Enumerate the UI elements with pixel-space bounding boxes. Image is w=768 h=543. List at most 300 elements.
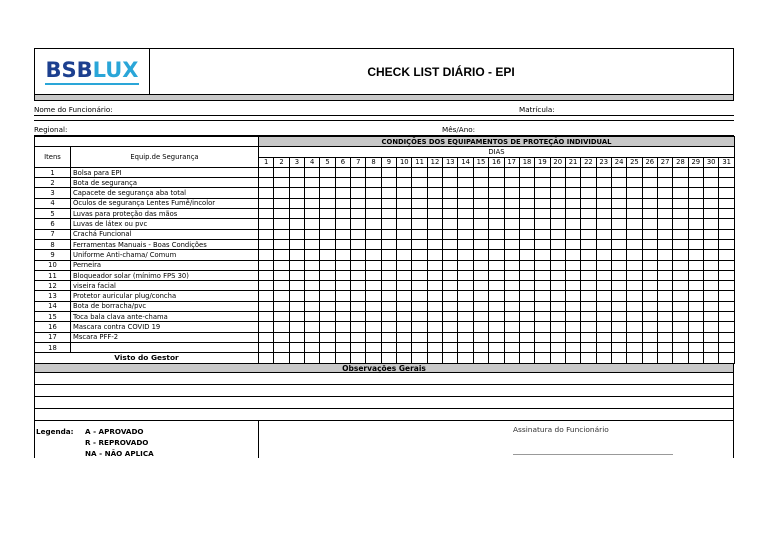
check-cell[interactable] xyxy=(719,219,735,229)
check-cell[interactable] xyxy=(489,167,504,177)
check-cell[interactable] xyxy=(289,250,304,260)
check-cell[interactable] xyxy=(627,209,642,219)
check-cell[interactable] xyxy=(642,178,657,188)
check-cell[interactable] xyxy=(366,270,381,280)
check-cell[interactable] xyxy=(642,281,657,291)
check-cell[interactable] xyxy=(565,209,580,219)
check-cell[interactable] xyxy=(611,270,626,280)
check-cell[interactable] xyxy=(259,209,274,219)
check-cell[interactable] xyxy=(397,291,412,301)
check-cell[interactable] xyxy=(427,167,442,177)
check-cell[interactable] xyxy=(642,167,657,177)
check-cell[interactable] xyxy=(489,270,504,280)
check-cell[interactable] xyxy=(473,312,488,322)
check-cell[interactable] xyxy=(565,322,580,332)
check-cell[interactable] xyxy=(443,229,458,239)
check-cell[interactable] xyxy=(565,239,580,249)
check-cell[interactable] xyxy=(427,342,442,352)
check-cell[interactable] xyxy=(320,270,335,280)
check-cell[interactable] xyxy=(719,291,735,301)
check-cell[interactable] xyxy=(535,250,550,260)
check-cell[interactable] xyxy=(320,188,335,198)
check-cell[interactable] xyxy=(412,188,427,198)
check-cell[interactable] xyxy=(627,322,642,332)
check-cell[interactable] xyxy=(657,219,672,229)
check-cell[interactable] xyxy=(458,301,473,311)
check-cell[interactable] xyxy=(381,322,396,332)
check-cell[interactable] xyxy=(719,239,735,249)
check-cell[interactable] xyxy=(397,239,412,249)
check-cell[interactable] xyxy=(305,178,320,188)
check-cell[interactable] xyxy=(320,198,335,208)
check-cell[interactable] xyxy=(611,198,626,208)
check-cell[interactable] xyxy=(519,291,534,301)
check-cell[interactable] xyxy=(397,198,412,208)
check-cell[interactable] xyxy=(427,322,442,332)
check-cell[interactable] xyxy=(581,198,596,208)
check-cell[interactable] xyxy=(642,342,657,352)
check-cell[interactable] xyxy=(351,239,366,249)
check-cell[interactable] xyxy=(458,260,473,270)
check-cell[interactable] xyxy=(489,250,504,260)
check-cell[interactable] xyxy=(412,209,427,219)
check-cell[interactable] xyxy=(688,239,703,249)
check-cell[interactable] xyxy=(366,209,381,219)
check-cell[interactable] xyxy=(535,342,550,352)
check-cell[interactable] xyxy=(289,291,304,301)
check-cell[interactable] xyxy=(519,229,534,239)
check-cell[interactable] xyxy=(489,322,504,332)
check-cell[interactable] xyxy=(550,219,565,229)
check-cell[interactable] xyxy=(412,281,427,291)
check-cell[interactable] xyxy=(443,332,458,342)
check-cell[interactable] xyxy=(473,291,488,301)
check-cell[interactable] xyxy=(719,322,735,332)
check-cell[interactable] xyxy=(596,270,611,280)
check-cell[interactable] xyxy=(657,281,672,291)
manager-check-cell[interactable] xyxy=(642,353,657,363)
check-cell[interactable] xyxy=(550,322,565,332)
check-cell[interactable] xyxy=(259,260,274,270)
check-cell[interactable] xyxy=(688,219,703,229)
check-cell[interactable] xyxy=(259,178,274,188)
check-cell[interactable] xyxy=(611,322,626,332)
check-cell[interactable] xyxy=(596,198,611,208)
check-cell[interactable] xyxy=(581,322,596,332)
check-cell[interactable] xyxy=(596,281,611,291)
manager-check-cell[interactable] xyxy=(366,353,381,363)
check-cell[interactable] xyxy=(703,260,718,270)
check-cell[interactable] xyxy=(596,209,611,219)
check-cell[interactable] xyxy=(596,332,611,342)
check-cell[interactable] xyxy=(519,198,534,208)
check-cell[interactable] xyxy=(412,250,427,260)
check-cell[interactable] xyxy=(412,229,427,239)
manager-check-cell[interactable] xyxy=(381,353,396,363)
check-cell[interactable] xyxy=(504,229,519,239)
check-cell[interactable] xyxy=(458,332,473,342)
check-cell[interactable] xyxy=(274,239,289,249)
check-cell[interactable] xyxy=(719,260,735,270)
check-cell[interactable] xyxy=(427,188,442,198)
check-cell[interactable] xyxy=(381,291,396,301)
check-cell[interactable] xyxy=(381,219,396,229)
check-cell[interactable] xyxy=(412,291,427,301)
check-cell[interactable] xyxy=(519,342,534,352)
check-cell[interactable] xyxy=(550,250,565,260)
check-cell[interactable] xyxy=(305,342,320,352)
check-cell[interactable] xyxy=(335,291,350,301)
check-cell[interactable] xyxy=(289,198,304,208)
check-cell[interactable] xyxy=(335,270,350,280)
check-cell[interactable] xyxy=(550,239,565,249)
check-cell[interactable] xyxy=(596,260,611,270)
check-cell[interactable] xyxy=(397,281,412,291)
check-cell[interactable] xyxy=(504,198,519,208)
check-cell[interactable] xyxy=(366,219,381,229)
check-cell[interactable] xyxy=(335,250,350,260)
check-cell[interactable] xyxy=(274,219,289,229)
check-cell[interactable] xyxy=(581,188,596,198)
check-cell[interactable] xyxy=(596,178,611,188)
check-cell[interactable] xyxy=(673,312,688,322)
check-cell[interactable] xyxy=(535,312,550,322)
check-cell[interactable] xyxy=(565,281,580,291)
check-cell[interactable] xyxy=(274,342,289,352)
check-cell[interactable] xyxy=(335,239,350,249)
check-cell[interactable] xyxy=(489,198,504,208)
check-cell[interactable] xyxy=(427,281,442,291)
check-cell[interactable] xyxy=(412,332,427,342)
check-cell[interactable] xyxy=(320,178,335,188)
check-cell[interactable] xyxy=(504,209,519,219)
check-cell[interactable] xyxy=(550,281,565,291)
check-cell[interactable] xyxy=(642,188,657,198)
check-cell[interactable] xyxy=(443,167,458,177)
check-cell[interactable] xyxy=(473,342,488,352)
check-cell[interactable] xyxy=(627,301,642,311)
check-cell[interactable] xyxy=(397,167,412,177)
check-cell[interactable] xyxy=(335,198,350,208)
manager-check-cell[interactable] xyxy=(335,353,350,363)
check-cell[interactable] xyxy=(305,291,320,301)
check-cell[interactable] xyxy=(719,301,735,311)
check-cell[interactable] xyxy=(412,219,427,229)
check-cell[interactable] xyxy=(642,270,657,280)
check-cell[interactable] xyxy=(703,312,718,322)
check-cell[interactable] xyxy=(657,332,672,342)
check-cell[interactable] xyxy=(611,167,626,177)
check-cell[interactable] xyxy=(703,188,718,198)
check-cell[interactable] xyxy=(397,229,412,239)
check-cell[interactable] xyxy=(351,198,366,208)
check-cell[interactable] xyxy=(611,229,626,239)
check-cell[interactable] xyxy=(581,229,596,239)
check-cell[interactable] xyxy=(397,301,412,311)
check-cell[interactable] xyxy=(504,312,519,322)
check-cell[interactable] xyxy=(381,281,396,291)
check-cell[interactable] xyxy=(657,239,672,249)
manager-check-cell[interactable] xyxy=(657,353,672,363)
check-cell[interactable] xyxy=(289,219,304,229)
check-cell[interactable] xyxy=(519,167,534,177)
check-cell[interactable] xyxy=(581,270,596,280)
check-cell[interactable] xyxy=(565,301,580,311)
check-cell[interactable] xyxy=(335,209,350,219)
check-cell[interactable] xyxy=(688,342,703,352)
check-cell[interactable] xyxy=(565,229,580,239)
check-cell[interactable] xyxy=(305,312,320,322)
check-cell[interactable] xyxy=(397,219,412,229)
check-cell[interactable] xyxy=(427,209,442,219)
check-cell[interactable] xyxy=(259,312,274,322)
check-cell[interactable] xyxy=(366,322,381,332)
check-cell[interactable] xyxy=(412,270,427,280)
check-cell[interactable] xyxy=(611,332,626,342)
check-cell[interactable] xyxy=(611,188,626,198)
check-cell[interactable] xyxy=(259,301,274,311)
check-cell[interactable] xyxy=(397,188,412,198)
check-cell[interactable] xyxy=(673,239,688,249)
check-cell[interactable] xyxy=(642,209,657,219)
check-cell[interactable] xyxy=(351,301,366,311)
check-cell[interactable] xyxy=(473,322,488,332)
check-cell[interactable] xyxy=(458,229,473,239)
check-cell[interactable] xyxy=(443,291,458,301)
check-cell[interactable] xyxy=(366,312,381,322)
manager-check-cell[interactable] xyxy=(550,353,565,363)
check-cell[interactable] xyxy=(351,188,366,198)
check-cell[interactable] xyxy=(443,250,458,260)
check-cell[interactable] xyxy=(473,167,488,177)
check-cell[interactable] xyxy=(565,270,580,280)
check-cell[interactable] xyxy=(320,291,335,301)
check-cell[interactable] xyxy=(427,178,442,188)
check-cell[interactable] xyxy=(320,167,335,177)
check-cell[interactable] xyxy=(351,291,366,301)
check-cell[interactable] xyxy=(473,301,488,311)
check-cell[interactable] xyxy=(627,219,642,229)
check-cell[interactable] xyxy=(703,198,718,208)
check-cell[interactable] xyxy=(504,178,519,188)
check-cell[interactable] xyxy=(504,219,519,229)
check-cell[interactable] xyxy=(688,167,703,177)
check-cell[interactable] xyxy=(473,239,488,249)
check-cell[interactable] xyxy=(673,167,688,177)
check-cell[interactable] xyxy=(519,312,534,322)
check-cell[interactable] xyxy=(565,219,580,229)
check-cell[interactable] xyxy=(366,167,381,177)
check-cell[interactable] xyxy=(535,260,550,270)
check-cell[interactable] xyxy=(581,260,596,270)
check-cell[interactable] xyxy=(719,229,735,239)
check-cell[interactable] xyxy=(381,239,396,249)
check-cell[interactable] xyxy=(657,229,672,239)
manager-check-cell[interactable] xyxy=(565,353,580,363)
manager-check-cell[interactable] xyxy=(703,353,718,363)
check-cell[interactable] xyxy=(366,239,381,249)
check-cell[interactable] xyxy=(305,219,320,229)
check-cell[interactable] xyxy=(427,301,442,311)
check-cell[interactable] xyxy=(274,229,289,239)
check-cell[interactable] xyxy=(535,239,550,249)
check-cell[interactable] xyxy=(627,229,642,239)
check-cell[interactable] xyxy=(642,291,657,301)
check-cell[interactable] xyxy=(688,322,703,332)
check-cell[interactable] xyxy=(458,219,473,229)
check-cell[interactable] xyxy=(504,188,519,198)
check-cell[interactable] xyxy=(703,209,718,219)
check-cell[interactable] xyxy=(611,312,626,322)
check-cell[interactable] xyxy=(688,209,703,219)
manager-check-cell[interactable] xyxy=(320,353,335,363)
check-cell[interactable] xyxy=(703,239,718,249)
check-cell[interactable] xyxy=(473,198,488,208)
check-cell[interactable] xyxy=(274,291,289,301)
check-cell[interactable] xyxy=(535,167,550,177)
check-cell[interactable] xyxy=(443,209,458,219)
check-cell[interactable] xyxy=(611,301,626,311)
check-cell[interactable] xyxy=(351,209,366,219)
manager-check-cell[interactable] xyxy=(427,353,442,363)
check-cell[interactable] xyxy=(259,332,274,342)
check-cell[interactable] xyxy=(381,188,396,198)
check-cell[interactable] xyxy=(320,239,335,249)
check-cell[interactable] xyxy=(581,342,596,352)
check-cell[interactable] xyxy=(703,229,718,239)
check-cell[interactable] xyxy=(504,342,519,352)
check-cell[interactable] xyxy=(274,301,289,311)
check-cell[interactable] xyxy=(673,281,688,291)
check-cell[interactable] xyxy=(642,198,657,208)
check-cell[interactable] xyxy=(259,281,274,291)
check-cell[interactable] xyxy=(719,332,735,342)
check-cell[interactable] xyxy=(351,332,366,342)
check-cell[interactable] xyxy=(274,188,289,198)
check-cell[interactable] xyxy=(581,239,596,249)
check-cell[interactable] xyxy=(427,332,442,342)
check-cell[interactable] xyxy=(504,332,519,342)
check-cell[interactable] xyxy=(673,198,688,208)
check-cell[interactable] xyxy=(627,167,642,177)
check-cell[interactable] xyxy=(519,322,534,332)
check-cell[interactable] xyxy=(719,342,735,352)
check-cell[interactable] xyxy=(519,178,534,188)
check-cell[interactable] xyxy=(289,342,304,352)
check-cell[interactable] xyxy=(565,260,580,270)
check-cell[interactable] xyxy=(611,219,626,229)
check-cell[interactable] xyxy=(412,167,427,177)
check-cell[interactable] xyxy=(565,342,580,352)
check-cell[interactable] xyxy=(259,322,274,332)
check-cell[interactable] xyxy=(688,312,703,322)
check-cell[interactable] xyxy=(504,281,519,291)
check-cell[interactable] xyxy=(611,342,626,352)
check-cell[interactable] xyxy=(719,167,735,177)
check-cell[interactable] xyxy=(397,250,412,260)
check-cell[interactable] xyxy=(550,260,565,270)
signature-line[interactable] xyxy=(513,454,673,455)
observation-line[interactable] xyxy=(34,373,734,385)
check-cell[interactable] xyxy=(305,281,320,291)
check-cell[interactable] xyxy=(458,178,473,188)
check-cell[interactable] xyxy=(642,312,657,322)
check-cell[interactable] xyxy=(351,260,366,270)
check-cell[interactable] xyxy=(412,198,427,208)
check-cell[interactable] xyxy=(274,209,289,219)
check-cell[interactable] xyxy=(719,270,735,280)
check-cell[interactable] xyxy=(719,281,735,291)
check-cell[interactable] xyxy=(366,250,381,260)
check-cell[interactable] xyxy=(366,291,381,301)
check-cell[interactable] xyxy=(673,260,688,270)
check-cell[interactable] xyxy=(550,301,565,311)
check-cell[interactable] xyxy=(320,332,335,342)
check-cell[interactable] xyxy=(289,239,304,249)
check-cell[interactable] xyxy=(581,219,596,229)
check-cell[interactable] xyxy=(504,250,519,260)
check-cell[interactable] xyxy=(673,219,688,229)
check-cell[interactable] xyxy=(427,270,442,280)
check-cell[interactable] xyxy=(366,342,381,352)
check-cell[interactable] xyxy=(565,312,580,322)
check-cell[interactable] xyxy=(673,209,688,219)
check-cell[interactable] xyxy=(596,250,611,260)
check-cell[interactable] xyxy=(473,250,488,260)
check-cell[interactable] xyxy=(581,178,596,188)
check-cell[interactable] xyxy=(657,198,672,208)
check-cell[interactable] xyxy=(274,178,289,188)
check-cell[interactable] xyxy=(381,270,396,280)
check-cell[interactable] xyxy=(289,301,304,311)
manager-check-cell[interactable] xyxy=(535,353,550,363)
check-cell[interactable] xyxy=(458,209,473,219)
check-cell[interactable] xyxy=(305,270,320,280)
check-cell[interactable] xyxy=(596,322,611,332)
manager-check-cell[interactable] xyxy=(504,353,519,363)
check-cell[interactable] xyxy=(335,229,350,239)
check-cell[interactable] xyxy=(351,342,366,352)
check-cell[interactable] xyxy=(611,209,626,219)
check-cell[interactable] xyxy=(427,260,442,270)
check-cell[interactable] xyxy=(688,178,703,188)
check-cell[interactable] xyxy=(627,198,642,208)
check-cell[interactable] xyxy=(274,332,289,342)
check-cell[interactable] xyxy=(458,342,473,352)
check-cell[interactable] xyxy=(489,301,504,311)
check-cell[interactable] xyxy=(351,312,366,322)
check-cell[interactable] xyxy=(719,312,735,322)
check-cell[interactable] xyxy=(259,219,274,229)
check-cell[interactable] xyxy=(535,270,550,280)
check-cell[interactable] xyxy=(305,250,320,260)
check-cell[interactable] xyxy=(259,342,274,352)
check-cell[interactable] xyxy=(611,178,626,188)
check-cell[interactable] xyxy=(397,342,412,352)
check-cell[interactable] xyxy=(550,209,565,219)
check-cell[interactable] xyxy=(320,250,335,260)
check-cell[interactable] xyxy=(381,198,396,208)
check-cell[interactable] xyxy=(381,229,396,239)
check-cell[interactable] xyxy=(335,301,350,311)
check-cell[interactable] xyxy=(581,250,596,260)
check-cell[interactable] xyxy=(412,178,427,188)
check-cell[interactable] xyxy=(305,188,320,198)
check-cell[interactable] xyxy=(259,188,274,198)
check-cell[interactable] xyxy=(289,281,304,291)
check-cell[interactable] xyxy=(519,270,534,280)
check-cell[interactable] xyxy=(596,239,611,249)
